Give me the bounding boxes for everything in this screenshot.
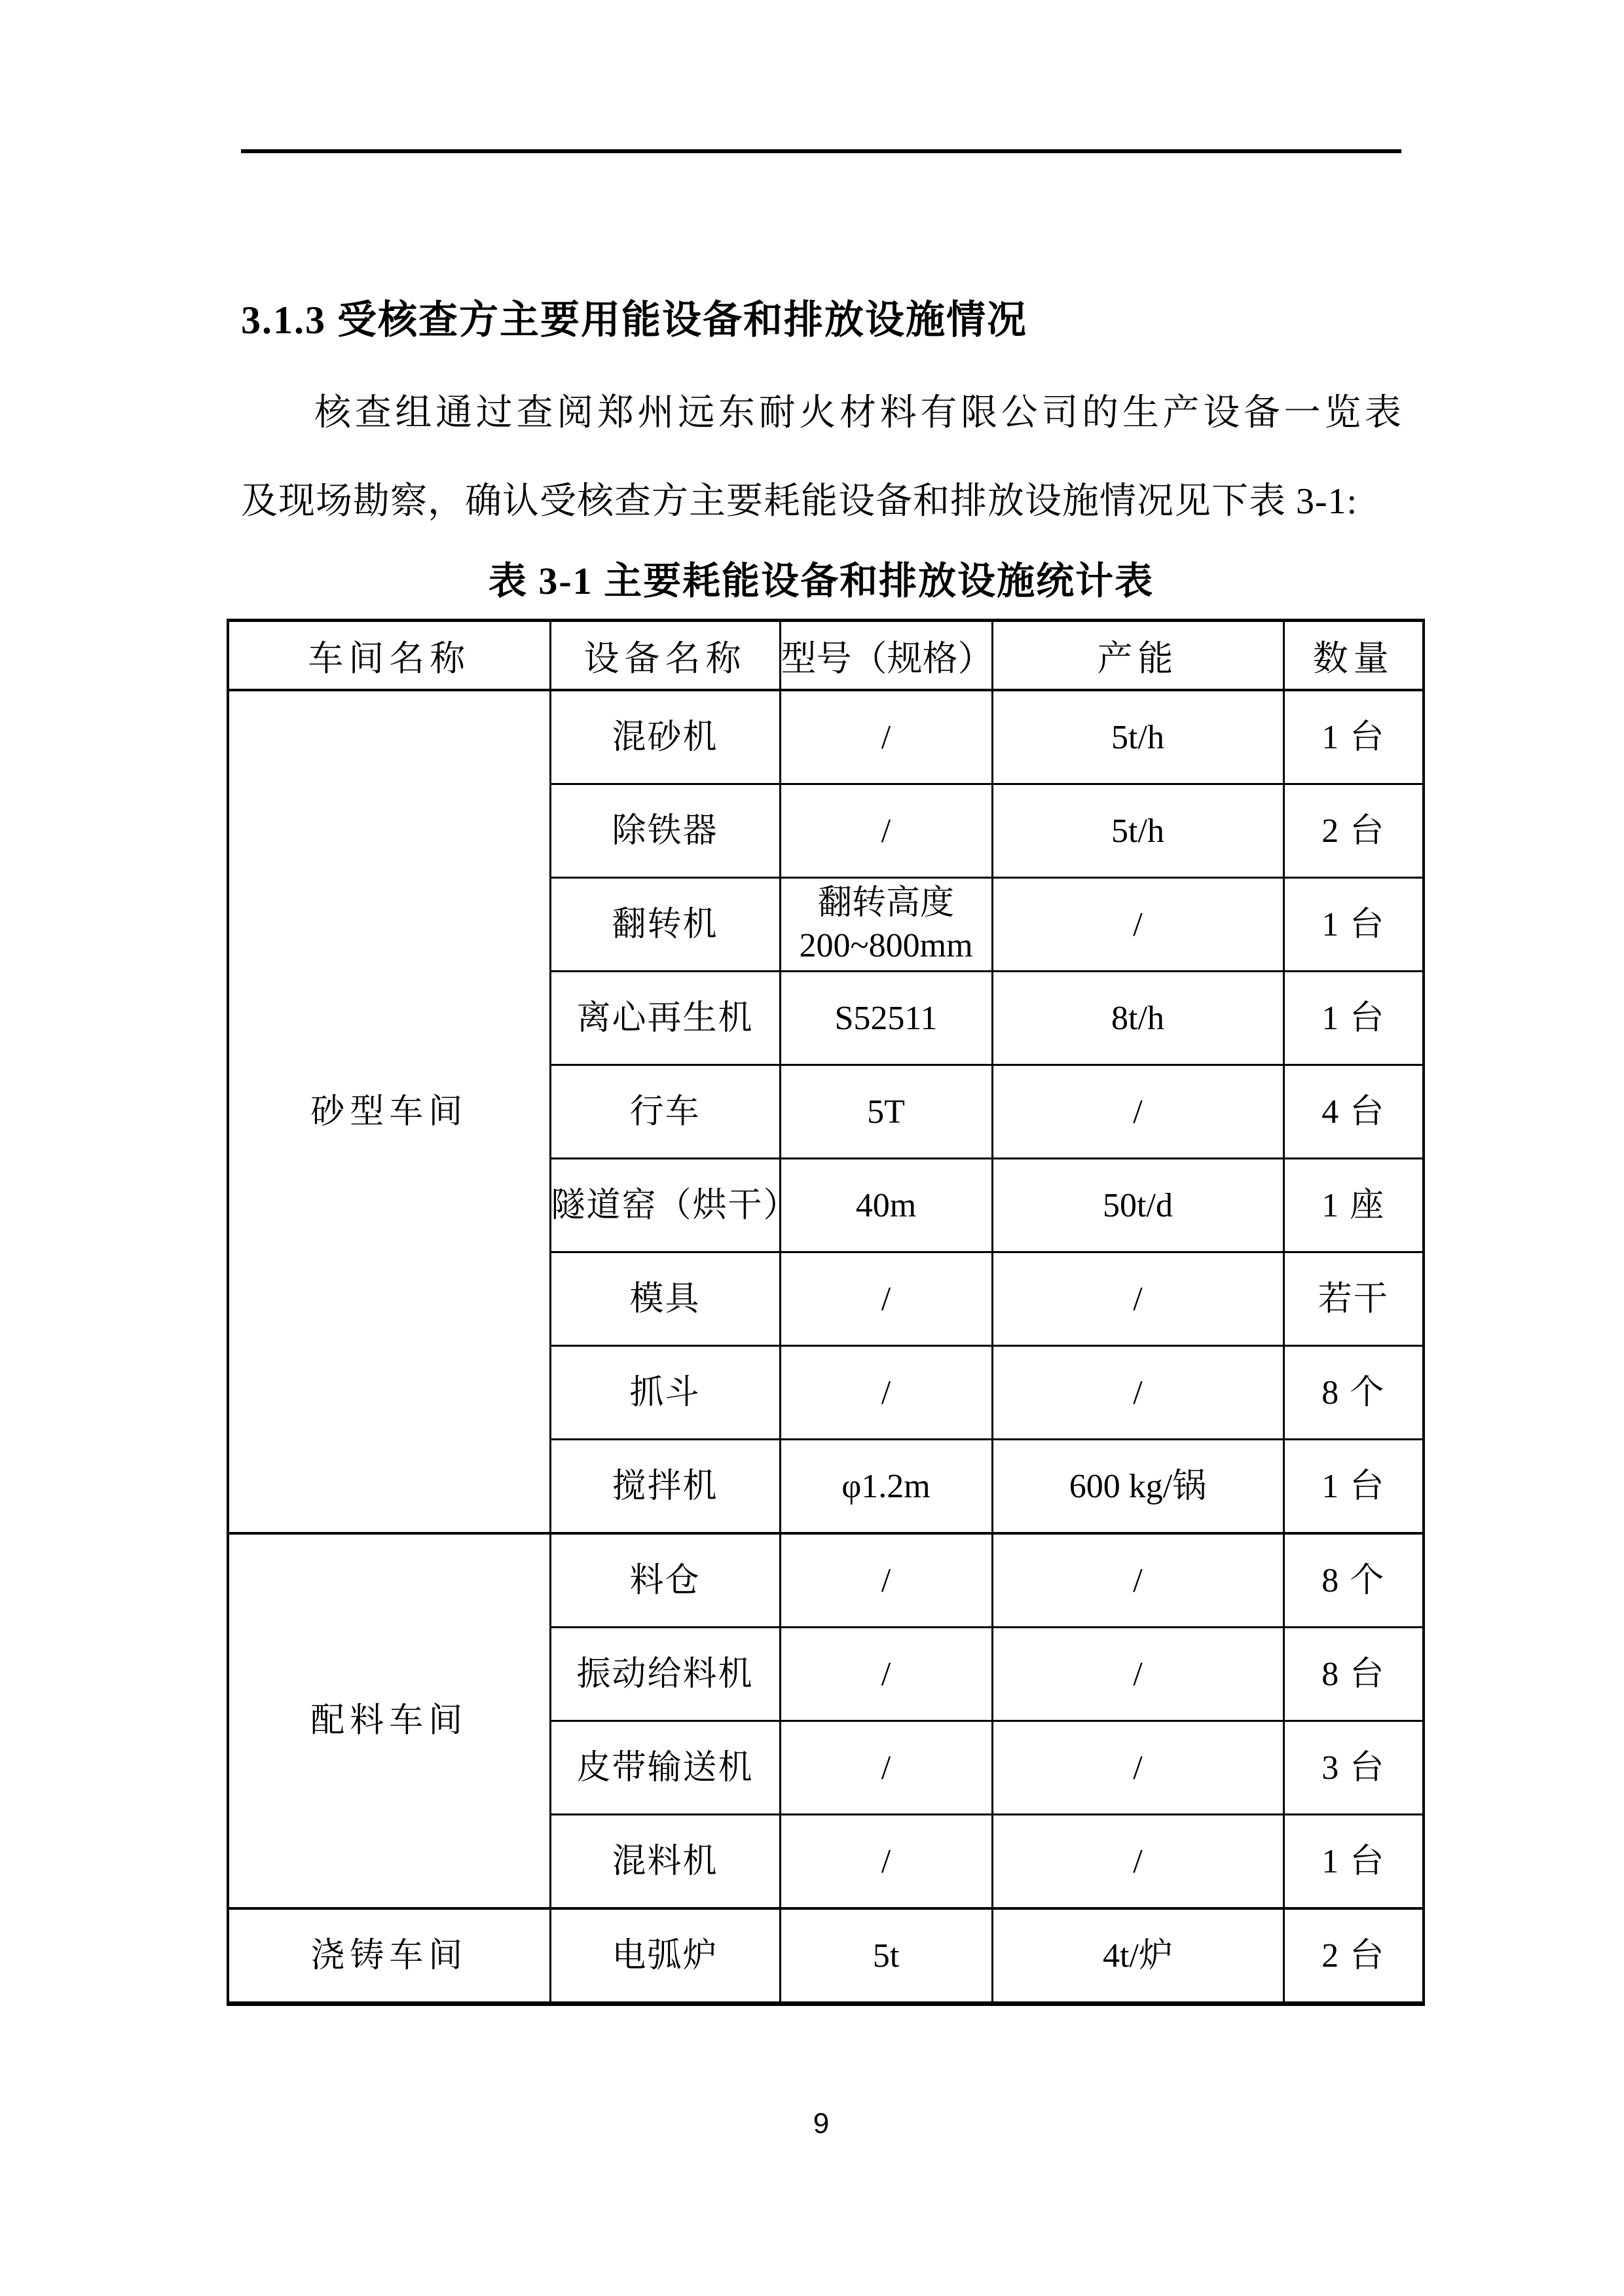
qty-cell: 1 台	[1283, 972, 1424, 1065]
device-cell: 抓斗	[550, 1346, 780, 1440]
qty-cell: 8 个	[1283, 1346, 1424, 1440]
header-rule	[241, 149, 1401, 153]
qty-cell: 1 台	[1283, 878, 1424, 972]
table-row	[228, 690, 1424, 784]
model-cell: /	[780, 690, 992, 784]
capacity-cell: /	[992, 1346, 1283, 1440]
model-cell: /	[780, 1721, 992, 1815]
workshop-cell: 砂型车间	[228, 690, 550, 1533]
model-cell: /	[780, 1815, 992, 1909]
qty-cell: 1 台	[1283, 1815, 1424, 1909]
model-cell: /	[780, 1533, 992, 1628]
column-header-qty: 数量	[1283, 621, 1424, 691]
capacity-cell: /	[992, 1721, 1283, 1815]
capacity-cell: /	[992, 1065, 1283, 1159]
qty-cell: 1 台	[1283, 690, 1424, 784]
device-cell: 料仓	[550, 1533, 780, 1628]
qty-cell: 2 台	[1283, 784, 1424, 878]
capacity-cell: /	[992, 878, 1283, 972]
qty-cell: 1 座	[1283, 1159, 1424, 1252]
model-cell: /	[780, 784, 992, 878]
model-cell: 5T	[780, 1065, 992, 1159]
qty-cell: 8 台	[1283, 1628, 1424, 1721]
table-row	[228, 1533, 1424, 1628]
capacity-cell: /	[992, 1533, 1283, 1628]
device-cell: 振动给料机	[550, 1628, 780, 1721]
device-cell: 混砂机	[550, 690, 780, 784]
capacity-cell: 8t/h	[992, 972, 1283, 1065]
device-cell: 隧道窑（烘干）	[550, 1159, 780, 1252]
capacity-cell: /	[992, 1252, 1283, 1346]
device-cell: 电弧炉	[550, 1908, 780, 2004]
qty-cell: 3 台	[1283, 1721, 1424, 1815]
paragraph-line-2: 及现场勘察，确认受核查方主要耗能设备和排放设施情况见下表 3-1:	[241, 481, 1358, 522]
table-row	[228, 1908, 1424, 2004]
column-header-device: 设备名称	[550, 621, 780, 691]
capacity-cell: 5t/h	[992, 784, 1283, 878]
model-cell: 40m	[780, 1159, 992, 1252]
qty-cell: 2 台	[1283, 1908, 1424, 2004]
body-paragraph	[241, 369, 1401, 546]
equipment-table	[227, 619, 1425, 2006]
qty-cell: 若干	[1283, 1252, 1424, 1346]
workshop-cell: 配料车间	[228, 1533, 550, 1908]
device-cell: 皮带输送机	[550, 1721, 780, 1815]
capacity-cell: 50t/d	[992, 1159, 1283, 1252]
column-header-capacity: 产能	[992, 621, 1283, 691]
model-cell: /	[780, 1252, 992, 1346]
device-cell: 离心再生机	[550, 972, 780, 1065]
qty-cell: 8 个	[1283, 1533, 1424, 1628]
device-cell: 搅拌机	[550, 1440, 780, 1534]
qty-cell: 1 台	[1283, 1440, 1424, 1534]
device-cell: 混料机	[550, 1815, 780, 1909]
model-cell: /	[780, 1346, 992, 1440]
model-cell: S52511	[780, 972, 992, 1065]
workshop-cell: 浇铸车间	[228, 1908, 550, 2004]
capacity-cell: 4t/炉	[992, 1908, 1283, 2004]
table-header-row	[228, 621, 1424, 691]
table-title: 表 3-1 主要耗能设备和排放设施统计表	[488, 560, 1154, 602]
paragraph-line-1: 核查组通过查阅郑州远东耐火材料有限公司的生产设备一览表	[314, 393, 1401, 433]
column-header-workshop: 车间名称	[228, 621, 550, 691]
model-cell: 5t	[780, 1908, 992, 2004]
device-cell: 行车	[550, 1065, 780, 1159]
column-header-model: 型号（规格）	[780, 621, 992, 691]
model-cell: 翻转高度200~800mm	[780, 878, 992, 972]
device-cell: 除铁器	[550, 784, 780, 878]
model-cell: φ1.2m	[780, 1440, 992, 1534]
qty-cell: 4 台	[1283, 1065, 1424, 1159]
device-cell: 模具	[550, 1252, 780, 1346]
capacity-cell: /	[992, 1628, 1283, 1721]
capacity-cell: 600 kg/锅	[992, 1440, 1283, 1534]
device-cell: 翻转机	[550, 878, 780, 972]
model-cell: /	[780, 1628, 992, 1721]
capacity-cell: /	[992, 1815, 1283, 1909]
page-number: 9	[813, 2107, 830, 2140]
capacity-cell: 5t/h	[992, 690, 1283, 784]
page-content	[0, 149, 1624, 2143]
section-heading: 3.1.3 受核查方主要用能设备和排放设施情况	[241, 299, 1027, 342]
